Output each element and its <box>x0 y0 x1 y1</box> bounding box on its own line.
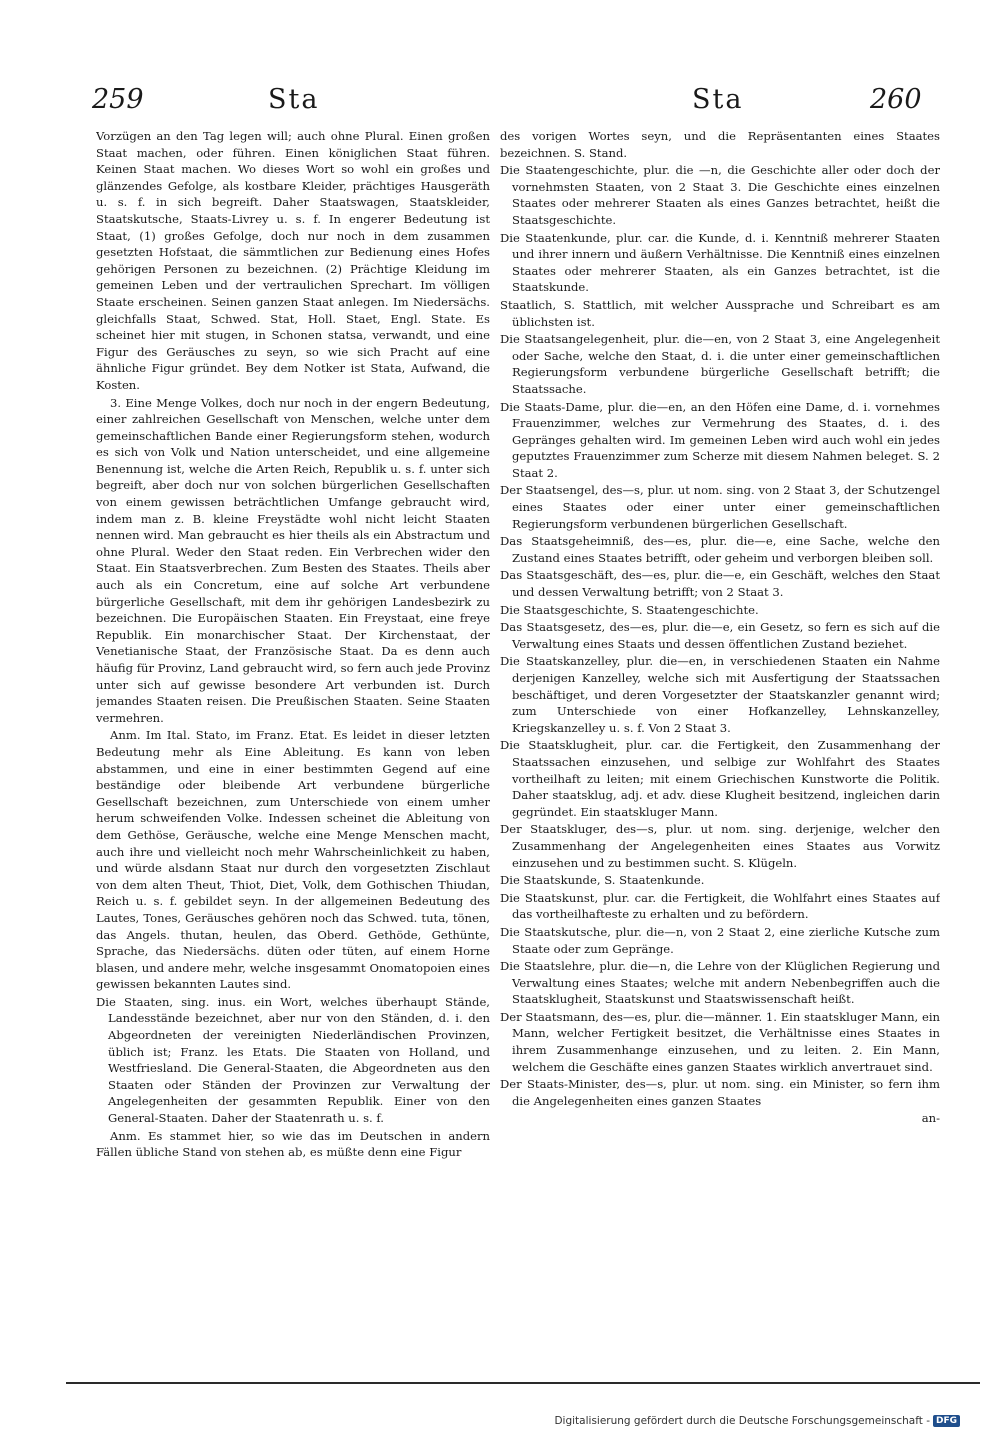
catchword: an- <box>921 1111 940 1126</box>
page-number-left: 259 <box>92 84 144 115</box>
credit-text: Digitalisierung gefördert durch die Deutsche Forschungsgemeinschaft - <box>554 1415 930 1427</box>
left-text-column <box>96 128 490 1188</box>
right-text-column <box>500 128 940 1228</box>
dictionary-entry: Die Staats-Dame, plur. die—en, an den Höfen eine Dame, d. i. vornehmes Frauenzimmer, welches zur Vermehrung des Staates, d. i. des Gepränges gehalten wird. Im gemeinen Leben wird auch wohl ein jedes geputztes Frauenzimmer zum Scherze mit diesem Nahmen beleget. S. 2 Staat 2. <box>500 399 940 480</box>
running-head-left: Sta <box>268 84 320 115</box>
dictionary-entry: Der Staatskluger, des—s, plur. ut nom. sing. derjenige, welcher den Zusammenhang der Angelegenheiten eines Staates aus Vorwitz einzusehen und zu bestimmen sucht. S. Klügeln. <box>500 822 940 870</box>
paragraph: Anm. Im Ital. Stato, im Franz. Etat. Es leidet in dieser letzten Bedeutung mehr als Eine Ableitung. Es kann von leben abstammen, und eine in einer bestimmten Gegend auf eine beständige oder bleibende Art verbundene bürgerliche Gesellschaft bezeichnen, zum Unterschiede von einem umher herum schweifenden Volke. Indessen scheinet die Ableitung von dem Gethöse, Geräusche, welche eine Menge Menschen macht, auch ihre und vielleicht noch mehr Wahrscheinlichkeit zu haben, und würde alsdann Staat nur durch den vorgesetzten Zischlaut von dem alten Theut, Thiot, Diet, Volk, dem Gothischen Thiudan, Reich u. s. f. gebildet seyn. In der allgemeinen Bedeutung des Lautes, Tones, Geräusches gehören noch das Schwed. tuta, tönen, das Angels. thutan, heulen, das Oberd. Gethöde, Gethünte, Sprache, das Niedersächs. düten oder tüten, auf einem Horne blasen, und andere mehr, welche insgesammt Onomatopoien eines gewissen bekannten Lautes sind. <box>96 728 490 992</box>
paragraph: 3. Eine Menge Volkes, doch nur noch in der engern Bedeutung, einer zahlreichen Gesellschaft von Menschen, welche unter dem gemeinschaftlichen Bande einer Regierungsform stehen, wodurch es sich von Volk und Nation unterscheidet, und eine allgemeine Benennung ist, welche die Arten Reich, Republik u. s. f. unter sich begreift, aber doch nur von solchen bürgerlichen Gesellschaften von einem gewissen beträchtlichen Umfange gebraucht wird, indem man z. B. kleine Freystädte wohl nicht leicht Staaten nennen wird. Man gebraucht es hier theils als ein Abstractum und ohne Plural. Weder den Staat reden. Ein Verbrechen wider den Staat. Ein Staatsverbrechen. Zum Besten des Staates. Theils aber auch als ein Concretum, eine auf solche Art verbundene bürgerliche Gesellschaft, mit dem ihr gehörigen Landesbezirk zu bezeichnen. Die Europäischen Staaten. Ein Freystaat, eine freye Republik. Ein monarchischer Staat. Der Kirchenstaat, der Venetianische Staat, der Französische Staat. Da es denn auch häufig für Provinz, Land gebraucht wird, so fern auch jede Provinz unter sich auf gewisse besondere Art verbunden ist. Durch jemandes Staaten reisen. Die Preußischen Staaten. Seine Staaten vermehren. <box>96 395 490 725</box>
dictionary-entry: Die Staatskutsche, plur. die—n, von 2 Staat 2, eine zierliche Kutsche zum Staate oder zum Gepränge. <box>500 924 940 956</box>
dictionary-entry: Der Staatsmann, des—es, plur. die—männer. 1. Ein staatskluger Mann, ein Mann, welcher Fertigkeit besitzet, die Verhältnisse eines Staates in ihrem Zusammenhange einzusehen, und zu leiten. 2. Ein Mann, welchem die Geschäfte eines ganzen Staates wirklich anvertrauet sind. <box>500 1009 940 1074</box>
dictionary-entry: Die Staatsgeschichte, S. Staatengeschichte. <box>500 602 759 617</box>
dictionary-entry: Die Staatsklugheit, plur. car. die Fertigkeit, den Zusammenhang der Staatssachen einzusehen, und selbige zur Wohlfahrt des Staates vortheilhaft zu leiten; mit einem Griechischen Kunstworte die Politik. Daher staatsklug, adj. et adv. diese Klugheit besitzend, ingleichen darin gegründet. Ein staatskluger Mann. <box>500 738 940 819</box>
dictionary-entry: Die Staatskunde, S. Staatenkunde. <box>500 873 705 888</box>
dictionary-entry: Die Staatskunst, plur. car. die Fertigkeit, die Wohlfahrt eines Staates auf das vortheilhafteste zu erhalten und zu befördern. <box>500 890 940 922</box>
paragraph: Vorzügen an den Tag legen will; auch ohne Plural. Einen großen Staat machen, oder führen. Einen königlichen Staat führen. Keinen Staat machen. Wo dieses Wort so wohl ein großes und glänzendes Gefolge, als kostbare Kleider, prächtiges Hausgeräth u. s. f. in sich begreift. Daher Staatswagen, Staatskleider, Staatskutsche, Staats-Livrey u. s. f. In engerer Bedeutung ist Staat, (1) großes Gefolge, doch nur noch in dem zusammen gesetzten Hofstaat, die sämmtlichen zur Bedienung eines Hofes gehörigen Personen zu bezeichnen. (2) Prächtige Kleidung im gemeinen Leben und der vertraulichen Sprechart. Im völligen Staate erscheinen. Seinen ganzen Staat anlegen. Im Niedersächs. gleichfalls Staat, Schwed. Stat, Holl. Staet, Engl. State. Es scheinet hier mit stugen, in Schonen statsa, verwandt, und eine Figur des Geräusches zu seyn, so wie sich Pracht auf eine ähnliche Figur gründet. Bey dem Notker ist Stata, Aufwand, die Kosten. <box>96 129 490 392</box>
dictionary-entry: Die Staatenkunde, plur. car. die Kunde, d. i. Kenntniß mehrerer Staaten und ihrer innern und äußern Verhältnisse. Die Kenntniß eines einzelnen Staates oder mehrerer Staaten, als ein Ganzes betrachtet, ist die Staatskunde. <box>500 230 940 295</box>
dictionary-entry: Die Staatsangelegenheit, plur. die—en, von 2 Staat 3, eine Angelegenheit oder Sache, welche den Staat, d. i. die unter einer gemeinschaftlichen Regierungsform verbundene bürgerliche Gesellschaft betrifft; die Staatssache. <box>500 332 940 396</box>
dictionary-entry: Die Staatslehre, plur. die—n, die Lehre von der Klüglichen Regierung und Verwaltung eines Staates; welche mit andern Nebenbegriffen auch die Staatsklugheit, Staatskunst und Staatswissenschaft heißt. <box>500 959 940 1007</box>
bottom-rule <box>66 1382 480 1384</box>
page-number-right: 260 <box>870 84 922 115</box>
paragraph: des vorigen Wortes seyn, und die Repräsentanten eines Staates bezeichnen. S. Stand. <box>500 129 940 160</box>
dictionary-entry: Das Staatsgesetz, des—es, plur. die—e, ein Gesetz, so fern es sich auf die Verwaltung eines Staats und dessen öffentlichen Zustand beziehet. <box>500 620 940 651</box>
running-head-right: Sta <box>692 84 744 115</box>
dictionary-entry: Das Staatsgeheimniß, des—es, plur. die—e, eine Sache, welche den Zustand eines Staates betrifft, oder geheim und verborgen bleiben soll. <box>500 534 940 565</box>
dictionary-entry: Die Staatengeschichte, plur. die —n, die Geschichte aller oder doch der vornehmsten Staaten, von 2 Staat 3. Die Geschichte eines einzelnen Staates oder mehrerer Staaten als eines Ganzes betrachtet, heißt die Staatsgeschichte. <box>500 163 940 227</box>
dictionary-entry: Der Staatsengel, des—s, plur. ut nom. sing. von 2 Staat 3, der Schutzengel eines Staates oder einer unter einer gemeinschaftlichen Regierungsform verbundenen bürgerlichen Gesellschaft. <box>500 483 940 531</box>
dictionary-entry: Die Staatskanzelley, plur. die—en, in verschiedenen Staaten ein Nahme derjenigen Kanzelley, welche sich mit Ausfertigung der Staatssachen beschäftiget, und deren Vorgesetzter der Staatskanzler genannt wird; zum Unterschiede von einer Hofkanzelley, Lehnskanzelley, Kriegskanzelley u. s. f. Von 2 Staat 3. <box>500 654 940 735</box>
dictionary-entry: Staatlich, S. Stattlich, mit welcher Aussprache und Schreibart es am üblichsten ist. <box>500 297 940 329</box>
dictionary-entry: Die Staaten, sing. inus. ein Wort, welches überhaupt Stände, Landesstände bezeichnet, aber nur von den Ständen, d. i. den Abgeordneten der vereinigten Niederländischen Provinzen, üblich ist; Franz. les Etats. Die Staaten von Holland, und Westfriesland. Die General-Staaten, die Abgeordneten aus den Staaten oder Ständen der Provinzen zur Verwaltung der Angelegenheiten der gesammten Republik. Einer von den General-Staaten. Daher der Staatenrath u. s. f. <box>96 994 490 1126</box>
bottom-rule <box>470 1382 980 1384</box>
paragraph: Anm. Es stammet hier, so wie das im Deutschen in andern Fällen übliche Stand von stehen ab, es müßte denn eine Figur <box>96 1128 490 1160</box>
dictionary-entry: Das Staatsgeschäft, des—es, plur. die—e, ein Geschäft, welches den Staat und dessen Verwaltung betrifft; von 2 Staat 3. <box>500 568 940 600</box>
dfg-logo-icon: DFG <box>933 1415 960 1427</box>
digitization-credit <box>554 1414 960 1428</box>
dictionary-entry: Der Staats-Minister, des—s, plur. ut nom. sing. ein Minister, so fern ihm die Angelegenheiten eines ganzen Staates <box>500 1077 940 1108</box>
